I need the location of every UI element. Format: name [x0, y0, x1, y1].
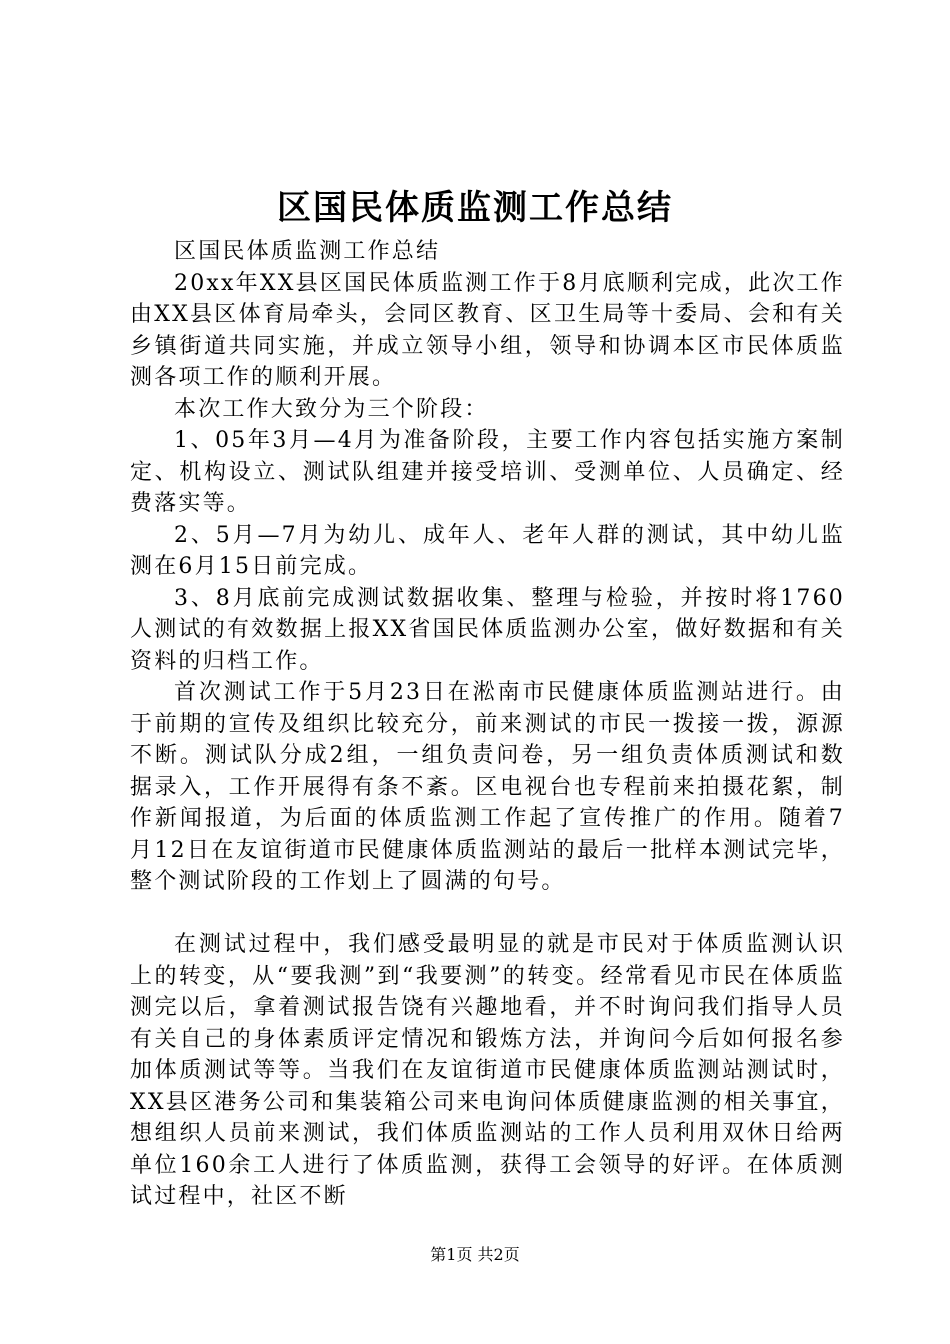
- paragraph-stage-1: 1、05年3月—4月为准备阶段，主要工作内容包括实施方案制定、机构设立、测试队组建并接受培训、受测单位、人员确定、经费落实等。: [130, 428, 845, 516]
- document-title: 区国民体质监测工作总结: [277, 188, 673, 228]
- paragraph-first-test: 首次测试工作于5月23日在淞南市民健康体质监测站进行。由于前期的宣传及组织比较充分，前来测试的市民一拨接一拨，源源不断。测试队分成2组，一组负责问卷，另一组负责体质测试和数据录入，工作开展得有条不紊。区电视台也专程前来拍摄花絮，制作新闻报道，为后面的体质监测工作起了宣传推广的作用。随着7月12日在友谊街道市民健康体质监测站的最后一批样本测试完毕，整个测试阶段的工作划上了圆满的句号。: [130, 680, 845, 894]
- paragraph-intro: 20xx年XX县区国民体质监测工作于8月底顺利完成，此次工作由XX县区体育局牵头，会同区教育、区卫生局等十委局、会和有关乡镇街道共同实施，并成立领导小组，领导和协调本区市民体质监测各项工作的顺利开展。: [130, 270, 845, 390]
- paragraph-test-process: 在测试过程中，我们感受最明显的就是市民对于体质监测认识上的转变，从“要我测”到“我要测”的转变。经常看见市民在体质监测完以后，拿着测试报告饶有兴趣地看，并不时询问我们指导人员有关自己的身体素质评定情况和锻炼方法，并询问今后如何报名参加体质测试等等。当我们在友谊街道市民健康体质监测站测试时，XX县区港务公司和集装箱公司来电询问体质健康监测的相关事宜，想组织人员前来测试，我们体质监测站的工作人员利用双休日给两单位160余工人进行了体质监测，获得工会领导的好评。在体质测试过程中，社区不断: [130, 932, 845, 1209]
- paragraph-stage-3: 3、8月底前完成测试数据收集、整理与检验，并按时将1760人测试的有效数据上报XX省国民体质监测办公室，做好数据和有关资料的归档工作。: [130, 585, 845, 674]
- paragraph-stage-2: 2、5月—7月为幼儿、成年人、老年人群的测试，其中幼儿监测在6月15日前完成。: [130, 522, 845, 579]
- paragraph-stages-heading: 本次工作大致分为三个阶段：: [174, 396, 489, 422]
- paragraph-subtitle: 区国民体质监测工作总结: [174, 239, 441, 264]
- document-body: [130, 236, 845, 1213]
- page-number-footer: 第1页 共2页: [430, 1245, 520, 1264]
